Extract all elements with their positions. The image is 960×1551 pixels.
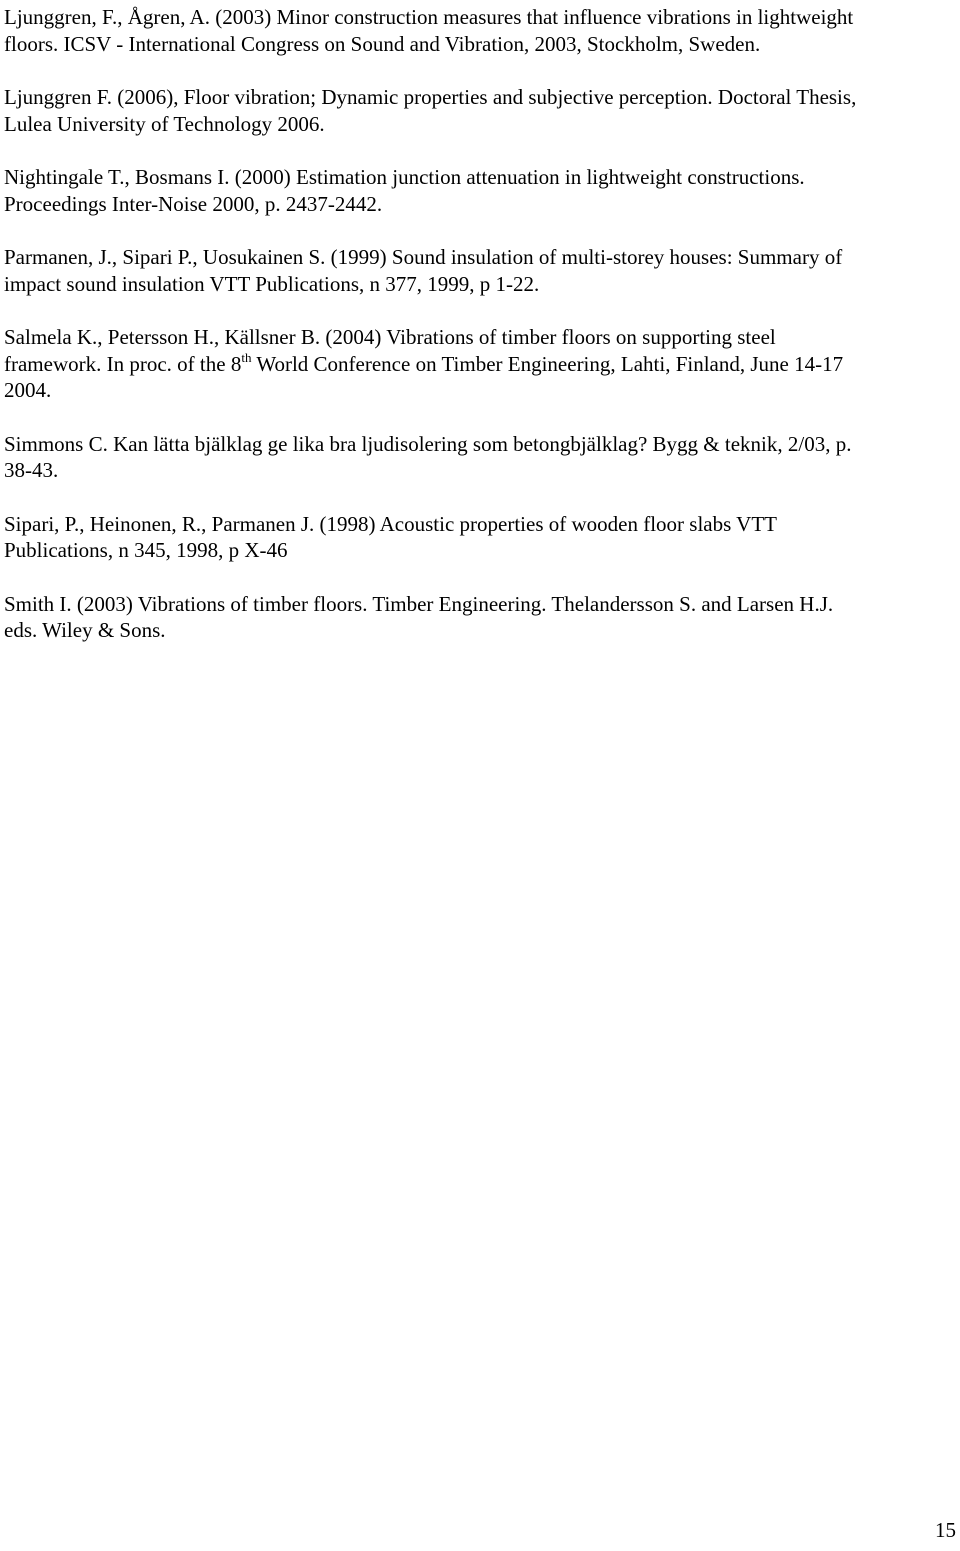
reference-line: Parmanen, J., Sipari P., Uosukainen S. (1999) Sound insulation of multi-storey houses: Summary of (4, 245, 843, 269)
reference-line: Sipari, P., Heinonen, R., Parmanen J. (1998) Acoustic properties of wooden floor slabs VTT (4, 511, 777, 536)
reference-sipari-1998 (4, 511, 954, 564)
reference-line-part: framework. In proc. of the 8 (4, 351, 242, 376)
reference-line: Ljunggren F. (2006), Floor vibration; Dynamic properties and subjective perception. Doctoral Thesis, (4, 85, 857, 109)
reference-line: Smith I. (2003) Vibrations of timber floors. Timber Engineering. Thelandersson S. and Larsen H.J. (4, 591, 834, 616)
reference-line: impact sound insulation VTT Publications, n 377, 1999, p 1-22. (4, 271, 540, 296)
reference-list (4, 4, 954, 671)
reference-line: Salmela K., Petersson H., Källsner B. (2004) Vibrations of timber floors on supporting steel (4, 325, 776, 349)
reference-line: Nightingale T., Bosmans I. (2000) Estimation junction attenuation in lightweight constructions. (4, 165, 805, 189)
reference-parmanen-1999 (4, 244, 954, 297)
reference-line-part: World Conference on Timber Engineering, Lahti, Finland, June 14-17 (251, 351, 844, 376)
reference-line: eds. Wiley & Sons. (4, 618, 166, 642)
reference-line: floors. ICSV - International Congress on Sound and Vibration, 2003, Stockholm, Sweden. (4, 31, 761, 56)
reference-smith-2003 (4, 591, 954, 644)
reference-line: 2004. (4, 378, 52, 402)
page-number: 15 (935, 1518, 956, 1542)
reference-line: Publications, n 345, 1998, p X-46 (4, 538, 288, 562)
reference-salmela-2004 (4, 324, 954, 404)
reference-ljunggren-2006 (4, 84, 954, 137)
reference-line: Ljunggren, F., Ågren, A. (2003) Minor construction measures that influence vibrations in lightweight (4, 5, 854, 29)
ordinal-superscript: th (241, 349, 252, 365)
reference-ljunggren-agren-2003 (4, 4, 954, 57)
reference-line: 38-43. (4, 458, 59, 482)
reference-line: Simmons C. Kan lätta bjälklag ge lika bra ljudisolering som betongbjälklag? Bygg & teknik, 2/03, p. (4, 431, 852, 456)
reference-line: Proceedings Inter-Noise 2000, p. 2437-2442. (4, 191, 383, 216)
reference-nightingale-bosmans-2000 (4, 164, 954, 217)
reference-line: Lulea University of Technology 2006. (4, 111, 325, 136)
reference-simmons (4, 431, 954, 484)
